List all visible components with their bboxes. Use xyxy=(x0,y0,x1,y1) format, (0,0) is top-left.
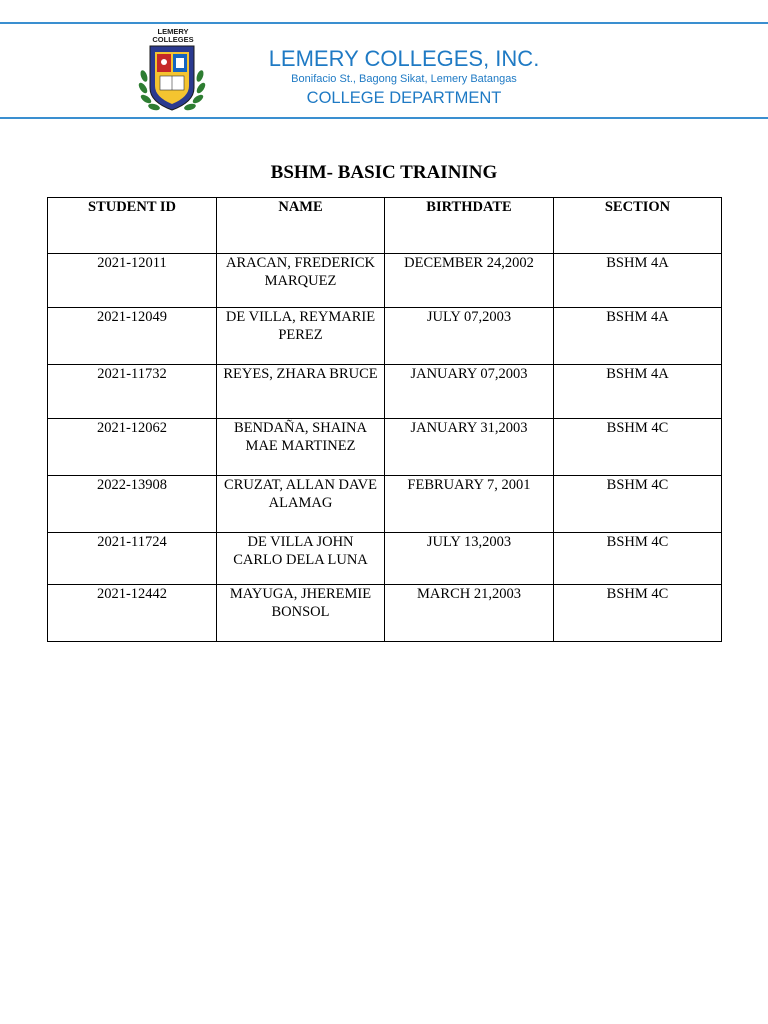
cell-student-id: 2021-12062 xyxy=(48,419,217,476)
college-address: Bonifacio St., Bagong Sikat, Lemery Batangas xyxy=(291,73,517,85)
table-row xyxy=(48,419,722,476)
table-row xyxy=(48,365,722,419)
cell-student-id: 2021-11732 xyxy=(48,365,217,419)
logo-text-line-1: LEMERY xyxy=(157,27,189,36)
cell-birthdate: DECEMBER 24,2002 xyxy=(385,254,554,308)
cell-student-id: 2021-11724 xyxy=(48,533,217,585)
cell-name: CRUZAT, ALLAN DAVE ALAMAG xyxy=(217,476,385,533)
header-student-id: STUDENT ID xyxy=(48,198,217,254)
cell-section: BSHM 4C xyxy=(554,419,722,476)
institution-header xyxy=(0,46,768,108)
header-section: SECTION xyxy=(554,198,722,254)
cell-birthdate: JULY 13,2003 xyxy=(385,533,554,585)
cell-student-id: 2022-13908 xyxy=(48,476,217,533)
college-name: LEMERY COLLEGES, INC. xyxy=(268,46,540,71)
table-row xyxy=(48,254,722,308)
cell-student-id: 2021-12049 xyxy=(48,308,217,365)
cell-birthdate: MARCH 21,2003 xyxy=(385,585,554,642)
student-table xyxy=(47,197,722,642)
cell-section: BSHM 4A xyxy=(554,365,722,419)
logo-text-line-2: COLLEGES xyxy=(152,35,194,44)
cell-name: REYES, ZHARA BRUCE xyxy=(217,365,385,419)
table-header-row xyxy=(48,198,722,254)
cell-name: DE VILLA JOHN CARLO DELA LUNA xyxy=(217,533,385,585)
cell-student-id: 2021-12011 xyxy=(48,254,217,308)
cell-birthdate: JANUARY 07,2003 xyxy=(385,365,554,419)
cell-name: BENDAÑA, SHAINA MAE MARTINEZ xyxy=(217,419,385,476)
department-name: COLLEGE DEPARTMENT xyxy=(306,89,502,107)
header-birthdate: BIRTHDATE xyxy=(385,198,554,254)
table-row xyxy=(48,476,722,533)
table-row xyxy=(48,533,722,585)
cell-name: DE VILLA, REYMARIE PEREZ xyxy=(217,308,385,365)
cell-section: BSHM 4C xyxy=(554,533,722,585)
header-bottom-rule xyxy=(0,117,768,119)
cell-birthdate: FEBRUARY 7, 2001 xyxy=(385,476,554,533)
table-row xyxy=(48,585,722,642)
header-name: NAME xyxy=(217,198,385,254)
cell-name: ARACAN, FREDERICK MARQUEZ xyxy=(217,254,385,308)
cell-birthdate: JULY 07,2003 xyxy=(385,308,554,365)
document-title: BSHM- BASIC TRAINING xyxy=(270,162,498,183)
cell-section: BSHM 4C xyxy=(554,585,722,642)
cell-section: BSHM 4C xyxy=(554,476,722,533)
cell-name: MAYUGA, JHEREMIE BONSOL xyxy=(217,585,385,642)
table-row xyxy=(48,308,722,365)
cell-section: BSHM 4A xyxy=(554,254,722,308)
cell-section: BSHM 4A xyxy=(554,308,722,365)
cell-birthdate: JANUARY 31,2003 xyxy=(385,419,554,476)
cell-student-id: 2021-12442 xyxy=(48,585,217,642)
header-top-rule xyxy=(0,22,768,24)
